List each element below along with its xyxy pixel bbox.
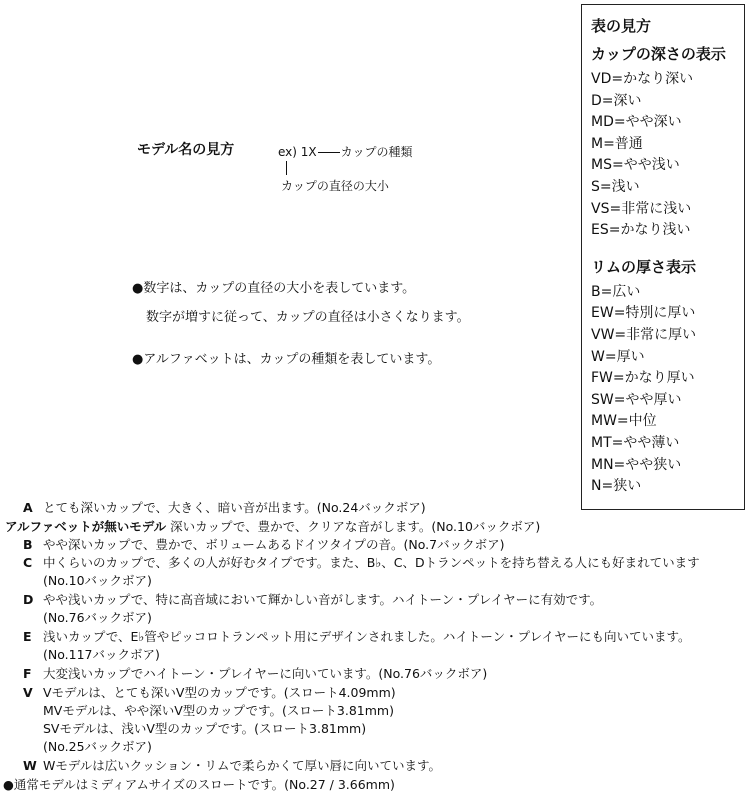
list-item xyxy=(23,683,396,701)
type-key: アルファベットが無いモデル xyxy=(5,519,167,534)
type-description: 浅いカップで、E♭管やピッコロトランペット用にデザインされました。ハイトーン・プレイヤーにも向いています。 xyxy=(43,629,691,644)
list-item xyxy=(23,553,700,571)
cup-depth-item: D=深い xyxy=(591,92,642,109)
list-item xyxy=(23,627,691,645)
alphabet-bullet: ●アルファベットは、カップの種類を表しています。 xyxy=(132,352,441,367)
rim-item: MT=やや薄い xyxy=(591,434,680,451)
rim-item: B=広い xyxy=(591,283,641,300)
list-item xyxy=(23,590,602,608)
type-description-cont: SVモデルは、浅いV型のカップです。(スロート3.81mm) xyxy=(43,721,367,736)
rim-item: MW=中位 xyxy=(591,413,657,430)
type-key: D xyxy=(23,592,34,607)
type-description: Wモデルは広いクッション・リムで柔らかくて厚い唇に向いています。 xyxy=(43,758,441,773)
list-item xyxy=(23,664,487,682)
type-description-cont: (No.117バックボア) xyxy=(43,647,160,662)
rim-item: FW=かなり厚い xyxy=(591,370,695,387)
rim-item: EW=特別に厚い xyxy=(591,305,696,322)
type-description: やや浅いカップで、特に高音域において輝かしい音がします。ハイトーン・プレイヤーに有効です。 xyxy=(43,592,603,607)
cup-depth-item: VS=非常に浅い xyxy=(591,200,692,217)
cup-type-label: カップの種類 xyxy=(340,145,413,159)
list-item xyxy=(5,517,540,535)
type-description: Vモデルは、とても深いV型のカップです。(スロート4.09mm) xyxy=(43,685,396,700)
list-item xyxy=(23,498,426,516)
type-description-cont: (No.10バックボア) xyxy=(43,573,152,588)
connector-line xyxy=(318,152,340,153)
model-example-prefix: ex) 1X xyxy=(278,145,317,159)
type-description-cont: (No.25バックボア) xyxy=(43,739,152,754)
cup-depth-item: MD=やや深い xyxy=(591,114,682,131)
list-item xyxy=(23,535,504,553)
number-bullet: ●数字は、カップの直径の大小を表しています。 xyxy=(132,281,416,296)
type-key: F xyxy=(23,666,32,681)
type-key: A xyxy=(23,500,33,515)
cup-depth-item: VD=かなり深い xyxy=(591,71,694,87)
legend-box xyxy=(581,4,745,510)
type-description: やや深いカップで、豊かで、ボリュームあるドイツタイプの音。(No.7バックボア) xyxy=(43,537,505,552)
type-key: V xyxy=(23,685,33,700)
number-bullet-detail: 数字が増すに従って、カップの直径は小さくなります。 xyxy=(146,310,470,325)
type-description: 中くらいのカップで、多くの人が好むタイプです。また、B♭、C、Dトランペットを持ち替える人にも好まれています xyxy=(43,555,700,570)
cup-depth-item: MS=やや浅い xyxy=(591,157,680,174)
type-key: W xyxy=(23,758,37,773)
model-example xyxy=(278,143,413,160)
type-description: 深いカップで、豊かで、クリアな音がします。(No.10バックボア) xyxy=(170,519,541,534)
type-description-cont: MVモデルは、やや深いV型のカップです。(スロート3.81mm) xyxy=(43,703,394,718)
model-name-heading: モデル名の見方 xyxy=(137,142,235,158)
cup-depth-item: M=普通 xyxy=(591,135,643,152)
type-key: B xyxy=(23,537,33,552)
rim-heading: リムの厚さ表示 xyxy=(591,257,697,276)
cup-diameter-label: カップの直径の大小 xyxy=(281,179,389,193)
rim-item: SW=やや厚い xyxy=(591,391,682,408)
rim-item: VW=非常に厚い xyxy=(591,326,697,343)
type-description-cont: (No.76バックボア) xyxy=(43,610,152,625)
cup-depth-heading: カップの深さの表示 xyxy=(591,45,726,63)
cup-depth-item: S=浅い xyxy=(591,178,640,195)
type-description: 大変浅いカップでハイトーン・プレイヤーに向いています。(No.76バックボア) xyxy=(43,666,488,681)
connector-vertical-line xyxy=(286,161,287,175)
footer-note: ●通常モデルはミディアムサイズのスロートです。(No.27 / 3.66mm) xyxy=(3,777,395,792)
legend-title: 表の見方 xyxy=(591,17,652,35)
list-item xyxy=(23,756,441,774)
rim-item: W=厚い xyxy=(591,348,645,365)
cup-depth-item: ES=かなり浅い xyxy=(591,222,691,239)
rim-item: MN=やや狭い xyxy=(591,456,682,473)
rim-item: N=狭い xyxy=(591,478,642,495)
type-description: とても深いカップで、大きく、暗い音が出ます。(No.24バックボア) xyxy=(43,500,426,515)
type-key: C xyxy=(23,555,33,570)
type-key: E xyxy=(23,629,32,644)
